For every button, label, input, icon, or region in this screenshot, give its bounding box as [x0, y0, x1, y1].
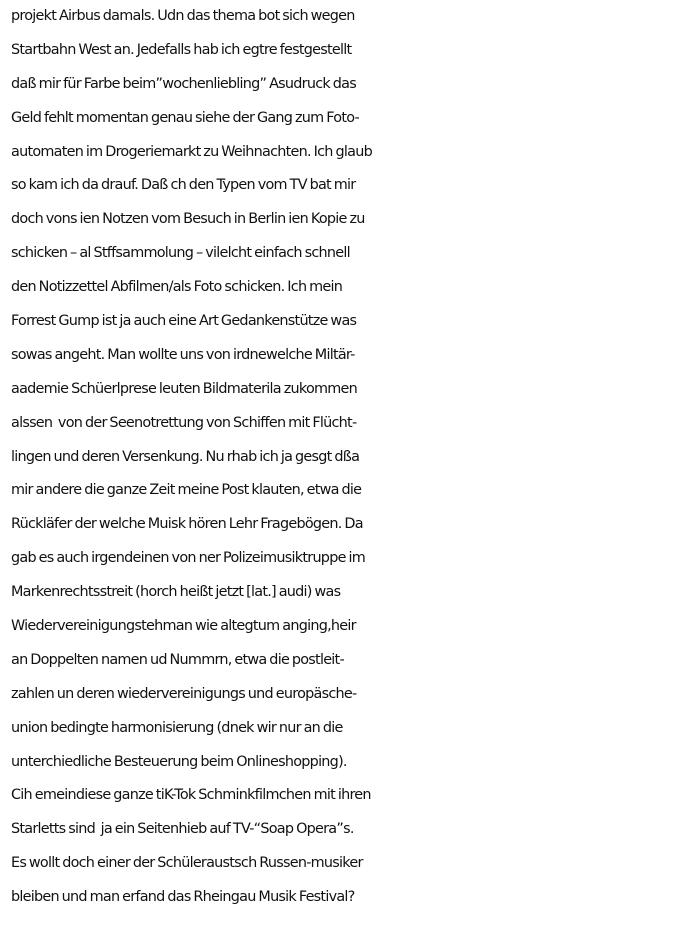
text-line-16: Rückläfer der welche Muisk hören Lehr Fragebögen. Da	[11, 516, 363, 533]
text-line-2: Startbahn West an. Jedefalls hab ich egtre festgestellt	[11, 41, 352, 58]
text-line-20: an Doppelten namen ud Nummrn, etwa die postleit-	[11, 651, 344, 668]
text-line-4: Geld fehlt momentan genau siehe der Gang zum Foto-	[11, 109, 359, 126]
body-text	[11, 0, 681, 915]
text-line-11: sowas angeht. Man wollte uns von irdnewelche Miltär-	[11, 346, 355, 363]
text-line-23: unterchiedliche Besteuerung beim Onlineshopping).	[11, 753, 347, 770]
text-line-17: gab es auch irgendeinen von ner Polizeimusiktruppe im	[11, 550, 366, 567]
text-line-6: so kam ich da drauf. Daß ch den Typen vom TV bat mir	[11, 177, 356, 194]
text-line-8: schicken – al Stffsammolung – vilelcht einfach schnell	[11, 245, 350, 262]
text-line-21: zahlen un deren wiedervereinigungs und europäsche-	[11, 685, 357, 702]
text-line-22: union bedingte harmonisierung (dnek wir nur an die	[11, 719, 343, 736]
text-line-7: doch vons ien Notzen vom Besuch in Berlin ien Kopie zu	[11, 211, 365, 228]
text-line-18: Markenrechtsstreit (horch heißt jetzt [lat.] audi) was	[11, 584, 341, 601]
text-line-15: mir andere die ganze Zeit meine Post klauten, etwa die	[11, 482, 362, 499]
text-line-24: Cih emeindiese ganze tiK-Tok Schminkfilmchen mit ihren	[11, 787, 371, 804]
text-line-27: bleiben und man erfand das Rheingau Musik Festival?	[11, 889, 355, 906]
text-line-5: automaten im Drogeriemarkt zu Weihnachten. Ich glaub	[11, 143, 372, 160]
text-line-3: daß mir für Farbe beim”wochenliebling” Asudruck das	[11, 75, 356, 92]
text-line-10: Forrest Gump ist ja auch eine Art Gedankenstütze was	[11, 313, 357, 330]
text-line-1: projekt Airbus damals. Udn das thema bot sich wegen	[11, 8, 355, 24]
text-line-9: den Notizzettel Abfilmen/als Foto schicken. Ich mein	[11, 279, 343, 296]
text-line-26: Es wollt doch einer der Schüleraustsch Russen-musiker	[11, 855, 363, 872]
text-line-12: aademie Schüerlprese leuten Bildmaterila zukommen	[11, 380, 358, 397]
text-line-14: lingen und deren Versenkung. Nu rhab ich ja gesgt dßa	[11, 448, 360, 465]
text-line-13: alssen von der Seenotrettung von Schiffen mit Flücht-	[11, 414, 357, 431]
text-line-25: Starletts sind ja ein Seitenhieb auf TV-“Soap Opera”s.	[11, 821, 354, 838]
text-line-19: Wiedervereinigungstehman wie altegtum anging,heir	[11, 618, 356, 635]
